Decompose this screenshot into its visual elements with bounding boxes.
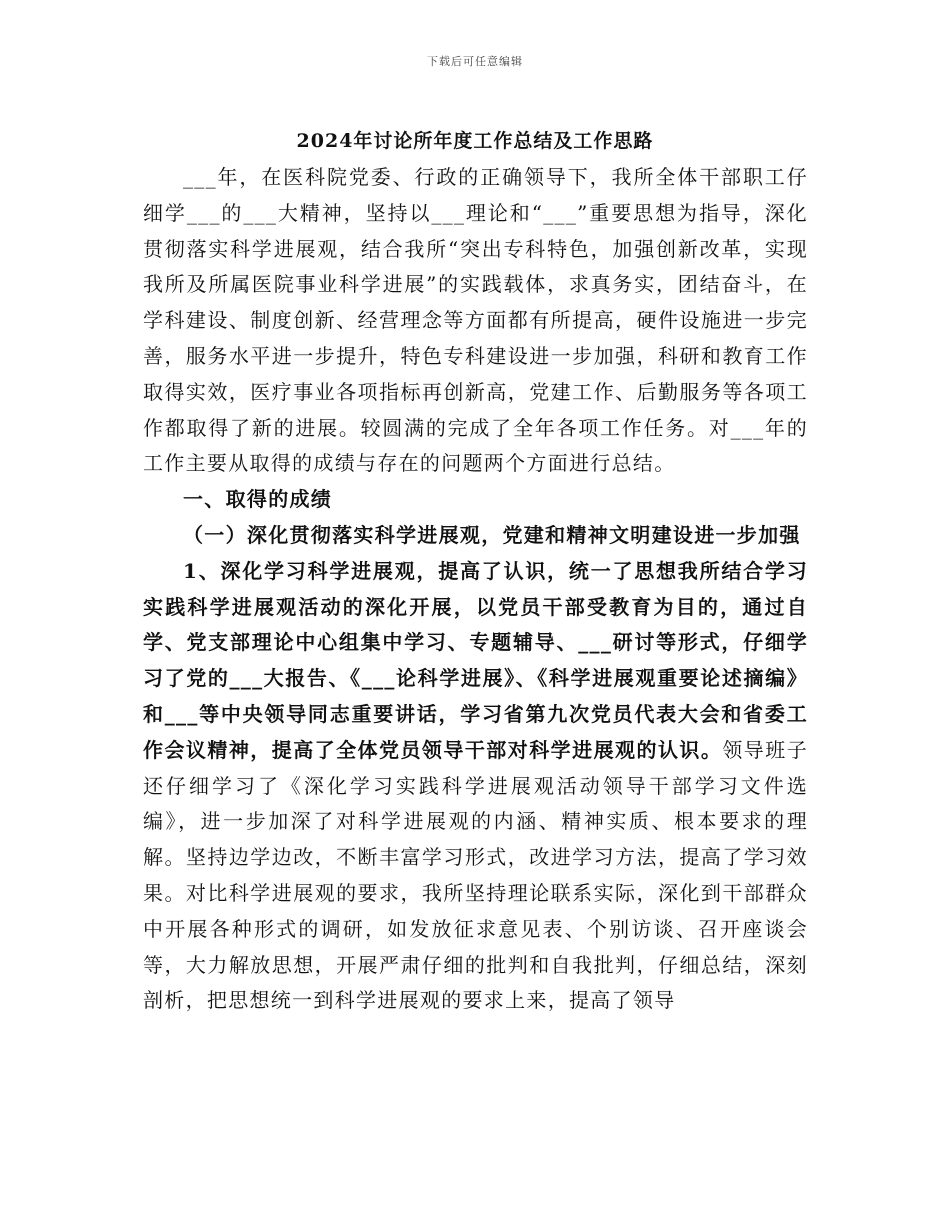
intro-paragraph: ___年，在医科院党委、行政的正确领导下，我所全体干部职工仔细学___的___大精神，坚持以___理论和“___”重要思想为指导，深化贯彻落实科学进展观，结合我所“突出专科特色，加强创新改革，实现我所及所属医院事业科学进展”的实践载体，求真务实，团结奋斗，在学科建设、制度创新、经营理念等方面都有所提高，硬件设施进一步完善，服务水平进一步提升，特色专科建设进一步加强，科研和教育工作取得实效，医疗事业各项指标再创新高，党建工作、后勤服务等各项工作都取得了新的进展。较圆满的完成了全年各项工作任务。对___年的工作主要从取得的成绩与存在的问题两个方面进行总结。 xyxy=(143,165,808,476)
document-body xyxy=(143,160,808,1019)
subsection-heading: （一）深化贯彻落实科学进展观，党建和精神文明建设进一步加强 xyxy=(183,522,801,547)
section-heading: 一、取得的成绩 xyxy=(183,487,333,512)
item-1-paragraph xyxy=(143,554,808,1019)
item-1-bold-text: 1、深化学习科学进展观，提高了认识，统一了思想我所结合学习实践科学进展观活动的深化开展，以党员干部受教育为目的，通过自学、党支部理论中心组集中学习、专题辅导、___研讨等形式，仔细学习了党的___大报告、《___论科学进展》、《科学进展观重要论述摘编》和___等中央领导同志重要讲话，学习省第九次党员代表大会和省委工作会议精神，提高了全体党员领导干部对科学进展观的认识。 xyxy=(143,558,808,762)
document-title: 2024年讨论所年度工作总结及工作思路 xyxy=(296,130,654,152)
header-note: 下载后可任意编辑 xyxy=(427,55,523,68)
item-1-normal-text: 领导班子还仔细学习了《深化学习实践科学进展观活动领导干部学习文件选编》，进一步加深了对科学进展观的内涵、精神实质、根本要求的理解。坚持边学边改，不断丰富学习形式，改进学习方法，提高了学习效果。对比科学进展观的要求，我所坚持理论联系实际，深化到干部群众中开展各种形式的调研，如发放征求意见表、个别访谈、召开座谈会等，大力解放思想，开展严肃仔细的批判和自我批判，仔细总结，深刻剖析，把思想统一到科学进展观的要求上来，提高了领导 xyxy=(143,737,808,1013)
